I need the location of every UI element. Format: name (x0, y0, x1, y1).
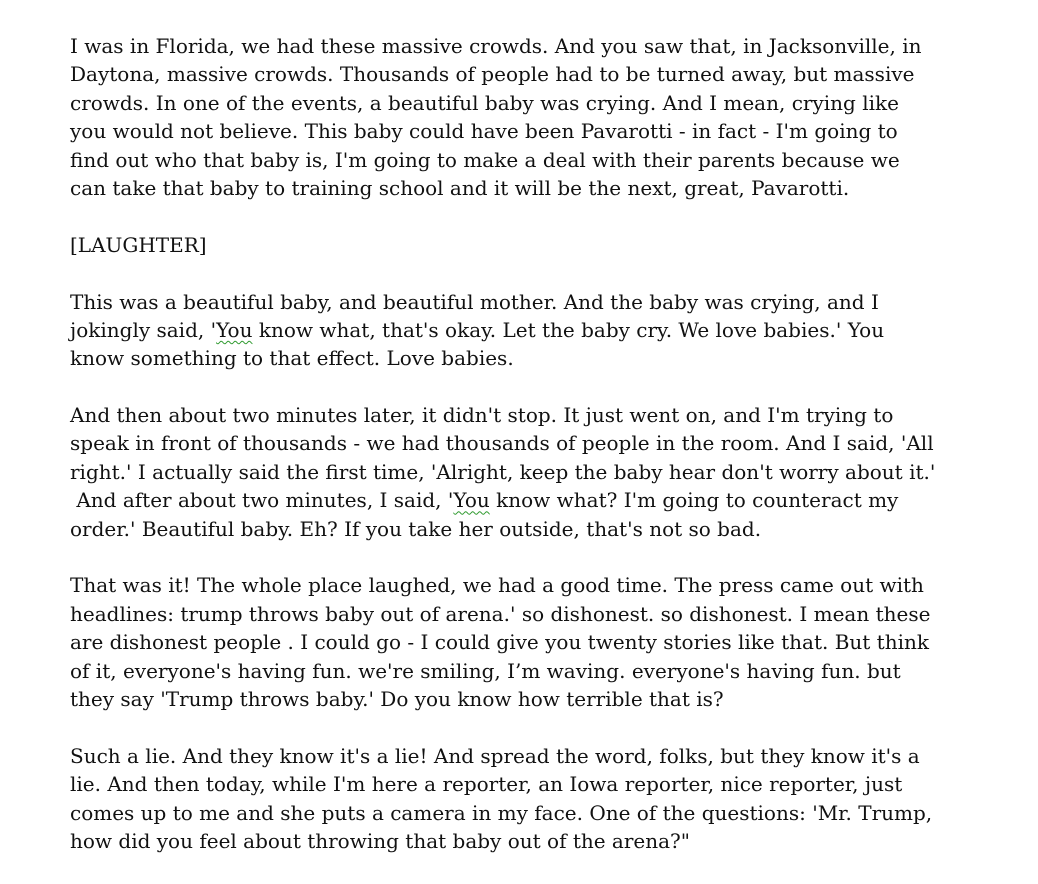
text-line (70, 316, 1030, 344)
document-body (70, 32, 1030, 884)
text-line: can take that baby to training school and it will be the next, great, Pavarotti. (70, 175, 850, 200)
text-line: That was it! The whole place laughed, we had a good time. The press came out with (70, 573, 924, 598)
line-text-before: jokingly said, ' (70, 317, 217, 342)
spellcheck-flagged-word[interactable]: You (216, 317, 253, 342)
text-line: find out who that baby is, I'm going to make a deal with their parents because we (70, 147, 900, 172)
paragraph (70, 742, 1030, 856)
text-line (70, 486, 1030, 514)
text-line: Such a lie. And they know it's a lie! And spread the word, folks, but they know it's a (70, 743, 920, 768)
text-line: comes up to me and she puts a camera in my face. One of the questions: 'Mr. Trump, (70, 800, 933, 825)
text-line: crowds. In one of the events, a beautiful baby was crying. And I mean, crying like (70, 90, 899, 115)
text-line: know something to that effect. Love babies. (70, 346, 514, 371)
text-line: order.' Beautiful baby. Eh? If you take her outside, that's not so bad. (70, 516, 762, 541)
line-text-before: And after about two minutes, I said, ' (70, 488, 454, 513)
paragraph (70, 401, 1030, 543)
text-line: Daytona, massive crowds. Thousands of people had to be turned away, but massive (70, 62, 915, 87)
text-line: And then about two minutes later, it didn't stop. It just went on, and I'm trying to (70, 403, 894, 428)
text-line: speak in front of thousands - we had thousands of people in the room. And I said, 'All (70, 431, 934, 456)
text-line: right.' I actually said the first time, 'Alright, keep the baby hear don't worry about it.' (70, 459, 936, 484)
text-line: how did you feel about throwing that baby out of the arena?" (70, 828, 690, 853)
paragraph (70, 288, 1030, 373)
text-line: they say 'Trump throws baby.' Do you know how terrible that is? (70, 686, 724, 711)
text-line: This was a beautiful baby, and beautiful mother. And the baby was crying, and I (70, 289, 879, 314)
text-line: I was in Florida, we had these massive crowds. And you saw that, in Jacksonville, in (70, 34, 922, 58)
line-text-after: know what? I'm going to counteract my (489, 488, 899, 513)
spellcheck-flagged-word[interactable]: You (453, 488, 490, 513)
paragraph (70, 32, 1030, 202)
paragraph (70, 571, 1030, 713)
paragraph (70, 231, 1030, 259)
text-line: [LAUGHTER] (70, 232, 207, 257)
line-text-after: know what, that's okay. Let the baby cry. We love babies.' You (252, 317, 885, 342)
text-line: are dishonest people . I could go - I could give you twenty stories like that. But think (70, 630, 929, 655)
text-line: headlines: trump throws baby out of arena.' so dishonest. so dishonest. I mean these (70, 601, 931, 626)
text-line: lie. And then today, while I'm here a reporter, an Iowa reporter, nice reporter, just (70, 772, 903, 797)
text-line: of it, everyone's having fun. we're smiling, I’m waving. everyone's having fun. but (70, 658, 901, 683)
text-line: you would not believe. This baby could have been Pavarotti - in fact - I'm going to (70, 119, 898, 144)
